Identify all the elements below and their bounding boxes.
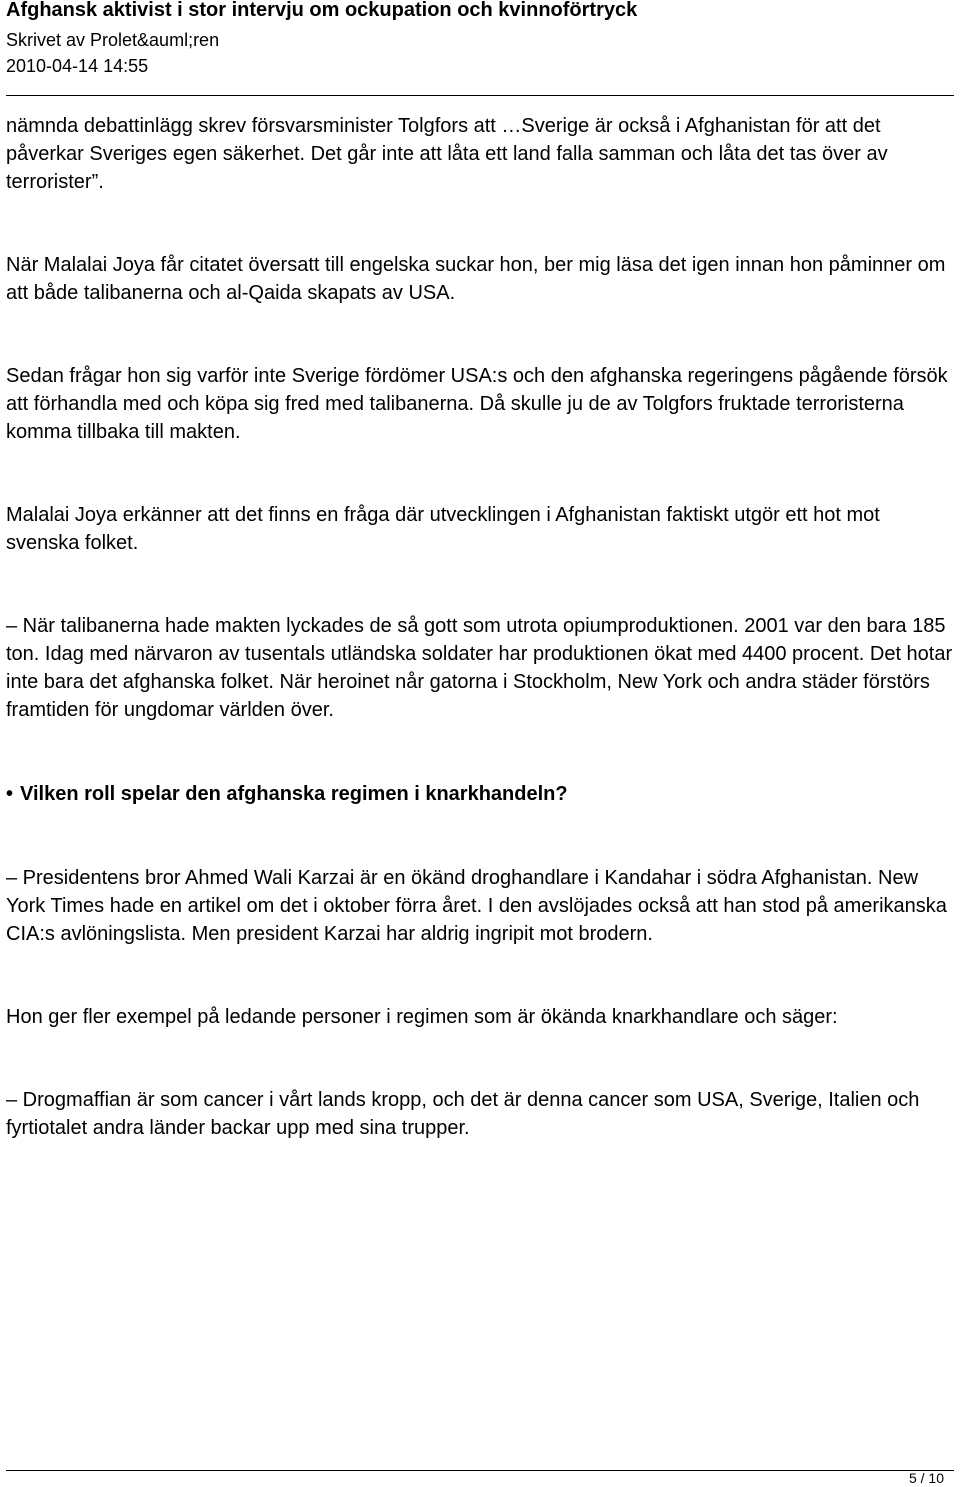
header-divider — [6, 95, 954, 96]
paragraph: När Malalai Joya får citatet översatt till engelska suckar hon, ber mig läsa det igen innan hon påminner om att både talibanerna och al-Qaida skapats av USA. — [6, 254, 946, 304]
document-header — [6, 0, 954, 79]
footer-divider — [6, 1470, 954, 1471]
question-text: Vilken roll spelar den afghanska regimen i knarkhandeln? — [20, 783, 568, 805]
question-heading — [6, 780, 956, 808]
page-number: 5 / 10 — [908, 1470, 944, 1486]
paragraph: – Presidentens bror Ahmed Wali Karzai är en ökänd droghandlare i Kandahar i södra Afghanistan. New York Times hade en artikel om det i oktober förra året. I den avslöjades också att han stod på amerikanska CIA:s avlöningslista. Men president Karzai har aldrig ingripit mot brodern. — [6, 867, 947, 945]
article-body — [6, 112, 956, 1142]
paragraph: Malalai Joya erkänner att det finns en fråga där utvecklingen i Afghanistan faktiskt utgör ett hot mot svenska folket. — [6, 504, 880, 554]
article-date: 2010-04-14 14:55 — [6, 56, 149, 76]
bullet-icon: • — [6, 783, 14, 805]
article-author: Skrivet av Prolet&auml;ren — [6, 30, 220, 50]
paragraph: – När talibanerna hade makten lyckades de så gott som utrota opiumproduktionen. 2001 var den bara 185 ton. Idag med närvaron av tusentals utländska soldater har produktionen ökat med 4400 procent. Det hotar inte bara det afghanska folket. När heroinet når gatorna i Stockholm, New York och andra städer förstörs framtiden för ungdomar världen över. — [6, 615, 953, 721]
article-title: Afghansk aktivist i stor intervju om ockupation och kvinnoförtryck — [6, 0, 638, 21]
paragraph: nämnda debattinlägg skrev försvarsminister Tolgfors att …Sverige är också i Afghanistan för att det påverkar Sveriges egen säkerhet. Det går inte att låta ett land falla samman och låta det tas över av terrorister”. — [6, 115, 888, 193]
paragraph: Hon ger fler exempel på ledande personer i regimen som är ökända knarkhandlare och säger: — [6, 1006, 838, 1028]
paragraph: Sedan frågar hon sig varför inte Sverige fördömer USA:s och den afghanska regeringens pågående försök att förhandla med och köpa sig fred med talibanerna. Då skulle ju de av Tolgfors fruktade terroristerna komma tillbaka till makten. — [6, 365, 948, 443]
paragraph: – Drogmaffian är som cancer i vårt lands kropp, och det är denna cancer som USA, Sverige, Italien och fyrtiotalet andra länder backar upp med sina trupper. — [6, 1089, 920, 1139]
